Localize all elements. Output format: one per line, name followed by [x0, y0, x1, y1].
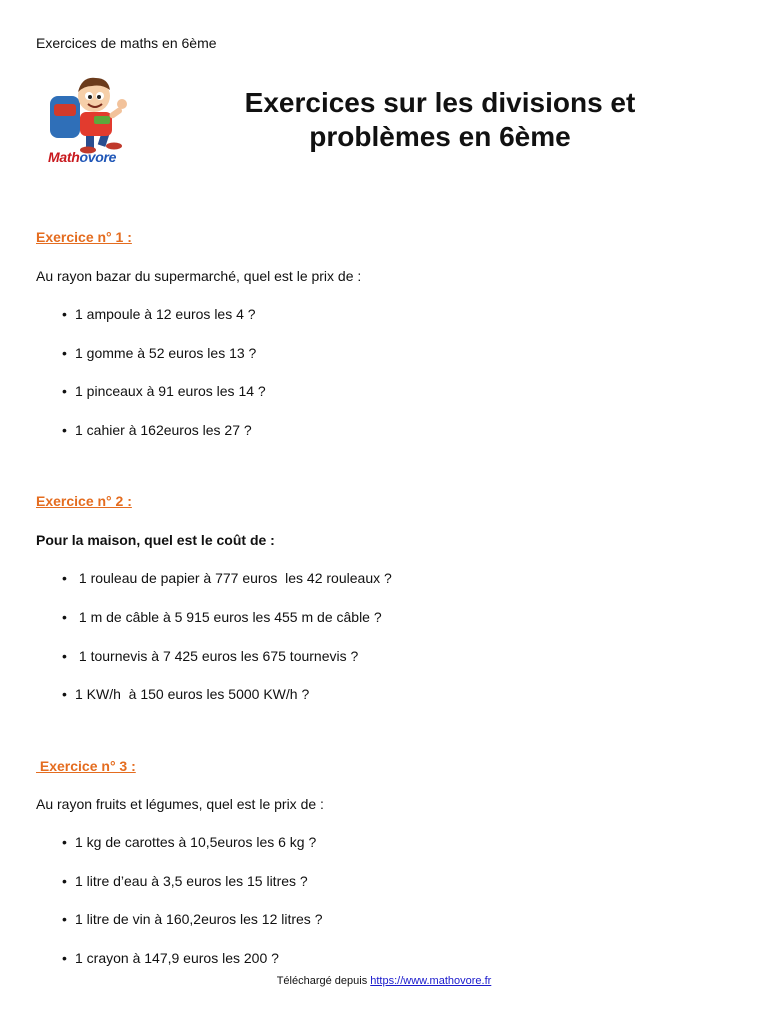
exercise-2-item-text: 1 rouleau de papier à 777 euros les 42 rouleaux ? — [75, 570, 392, 586]
exercise-1-item-text: 1 gomme à 52 euros les 13 ? — [75, 345, 257, 361]
exercise-1-item-text: 1 ampoule à 12 euros les 4 ? — [75, 306, 256, 322]
exercise-2-item-text: 1 KW/h à 150 euros les 5000 KW/h ? — [75, 686, 310, 702]
exercise-1-item — [62, 345, 256, 361]
exercise-3-heading: Exercice n° 3 : — [36, 758, 136, 774]
mathovore-logo — [42, 74, 146, 170]
exercise-3-item — [62, 873, 308, 889]
exercise-3-item — [62, 834, 316, 850]
exercise-3-item — [62, 950, 279, 966]
exercise-3-item-text: 1 litre de vin à 160,2euros les 12 litres ? — [75, 911, 323, 927]
exercise-3-item — [62, 911, 322, 927]
exercise-2-item — [62, 648, 358, 664]
exercise-2-item-text: 1 tournevis à 7 425 euros les 675 tournevis ? — [75, 648, 359, 664]
exercise-2-intro: Pour la maison, quel est le coût de : — [36, 532, 275, 548]
exercise-1-item — [62, 383, 266, 399]
bullet-icon: • — [62, 422, 67, 438]
logo-brand-part1: Math — [48, 149, 80, 165]
footer — [0, 975, 768, 987]
bullet-icon: • — [62, 609, 67, 625]
header-text: Exercices de maths en 6ème — [36, 35, 217, 51]
title-line-1: Exercices sur les divisions et — [244, 87, 636, 118]
mascot-icon — [42, 74, 146, 154]
bullet-icon: • — [62, 834, 67, 850]
exercise-2-item — [62, 686, 309, 702]
footer-prefix: Téléchargé depuis — [276, 975, 371, 987]
bullet-icon: • — [62, 873, 67, 889]
exercise-3-intro: Au rayon fruits et légumes, quel est le prix de : — [36, 796, 324, 812]
exercise-2-heading: Exercice n° 2 : — [36, 493, 132, 509]
exercise-1-item — [62, 306, 256, 322]
exercise-3-item-text: 1 crayon à 147,9 euros les 200 ? — [75, 950, 279, 966]
exercise-1-item-text: 1 cahier à 162euros les 27 ? — [75, 422, 252, 438]
bullet-icon: • — [62, 686, 67, 702]
bullet-icon: • — [62, 345, 67, 361]
exercise-1-item-text: 1 pinceaux à 91 euros les 14 ? — [75, 383, 266, 399]
footer-link[interactable]: https://www.mathovore.fr — [370, 975, 492, 987]
page-title — [200, 86, 680, 154]
bullet-icon: • — [62, 648, 67, 664]
title-line-2: problèmes en 6ème — [309, 121, 571, 152]
exercise-2-item-text: 1 m de câble à 5 915 euros les 455 m de câble ? — [75, 609, 382, 625]
exercise-1-item — [62, 422, 252, 438]
logo-brand-part2: ovore — [79, 149, 117, 165]
exercise-2-item — [62, 609, 382, 625]
bullet-icon: • — [62, 570, 67, 586]
exercise-1-heading: Exercice n° 1 : — [36, 229, 132, 245]
exercise-1-intro: Au rayon bazar du supermarché, quel est le prix de : — [36, 268, 362, 284]
bullet-icon: • — [62, 306, 67, 322]
exercise-2-item — [62, 570, 392, 586]
bullet-icon: • — [62, 383, 67, 399]
logo-brand-text — [48, 149, 116, 165]
exercise-3-item-text: 1 litre d’eau à 3,5 euros les 15 litres ? — [75, 873, 308, 889]
bullet-icon: • — [62, 950, 67, 966]
exercise-3-item-text: 1 kg de carottes à 10,5euros les 6 kg ? — [75, 834, 317, 850]
bullet-icon: • — [62, 911, 67, 927]
